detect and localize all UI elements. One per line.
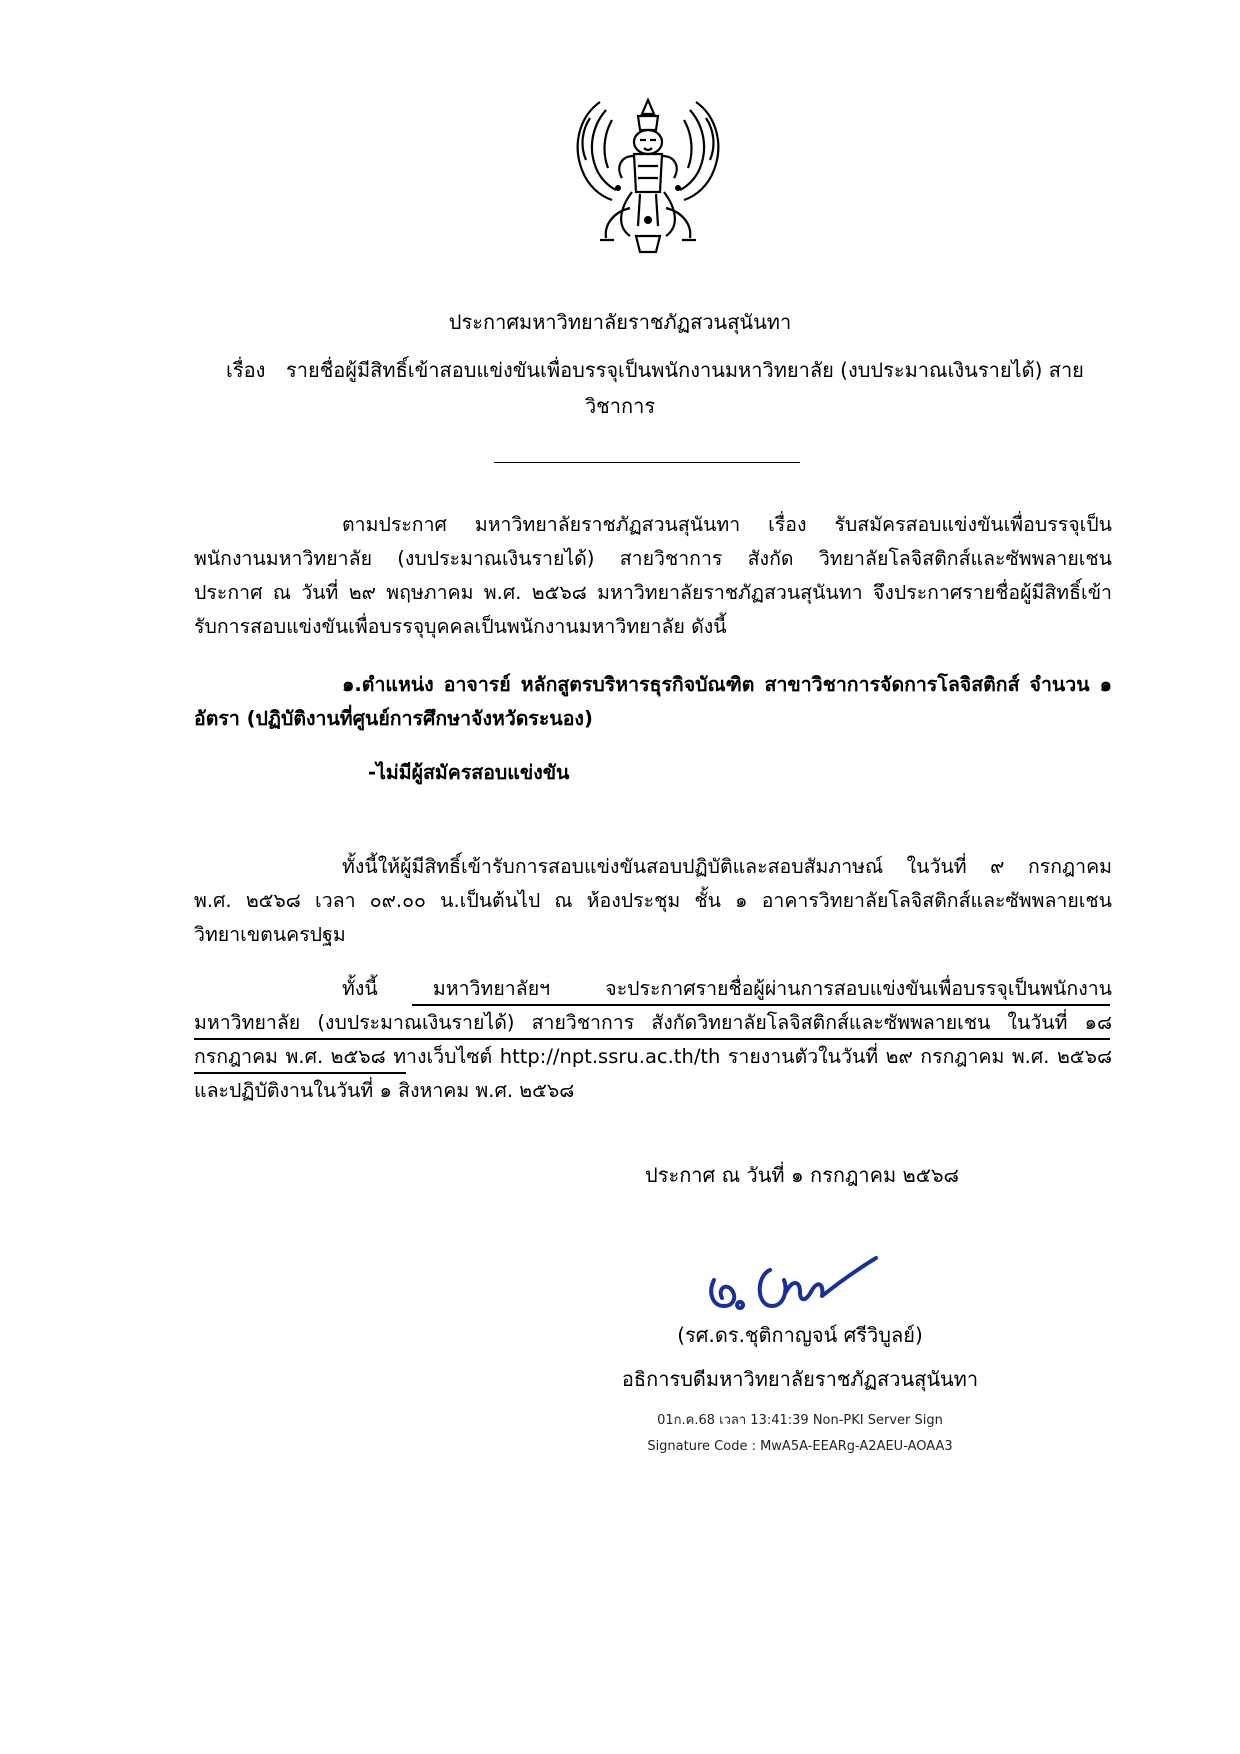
position-heading — [194, 668, 1112, 736]
subject-continuation: วิชาการ — [584, 394, 656, 418]
subject-label: เรื่อง — [226, 358, 266, 382]
result-paragraph — [194, 972, 1112, 1108]
handwritten-signature-icon — [700, 1240, 910, 1330]
position-line: ๑.ตำแหน่ง อาจารย์ หลักสูตรบริหารธุรกิจบัณฑิต สาขาวิชาการจัดการโลจิสติกส์ จำนวน ๑ — [342, 673, 1112, 696]
announce-date: ประกาศ ณ วันที่ ๑ กรกฎาคม ๒๕๖๘ — [645, 1163, 959, 1187]
signature-timestamp: 01ก.ค.68 เวลา 13:41:39 Non-PKI Server Sign — [657, 1413, 943, 1428]
result-line: ทั้งนี้ มหาวิทยาลัยฯ จะประกาศรายชื่อผู้ผ่านการสอบแข่งขันเพื่อบรรจุเป็นพนักงาน — [342, 977, 1112, 1000]
no-applicants-note: -ไม่มีผู้สมัครสอบแข่งขัน — [368, 761, 570, 784]
exam-line: ทั้งนี้ให้ผู้มีสิทธิ์เข้ารับการสอบแข่งขันสอบปฏิบัติและสอบสัมภาษณ์ ในวันที่ ๙ กรกฎาคม — [342, 855, 1112, 878]
signer-title: อธิการบดีมหาวิทยาลัยราชภัฏสวนสุนันทา — [621, 1367, 979, 1391]
signature-code: Signature Code : MwA5A-EEARg-A2AEU-AOAA3 — [647, 1439, 953, 1454]
signer-name: (รศ.ดร.ชุติกาญจน์ ศรีวิบูลย์) — [677, 1323, 923, 1347]
underline-mark — [194, 1038, 1110, 1040]
exam-line: พ.ศ. ๒๕๖๘ เวลา ๐๙.๐๐ น.เป็นต้นไป ณ ห้องประชุม ชั้น ๑ อาคารวิทยาลัยโลจิสติกส์และซัพพลายเชน — [194, 889, 1112, 912]
exam-line: วิทยาเขตนครปฐม — [194, 923, 346, 946]
intro-line: พนักงานมหาวิทยาลัย (งบประมาณเงินรายได้) สายวิชาการ สังกัด วิทยาลัยโลจิสติกส์และซัพพลายเชน — [194, 547, 1112, 570]
result-line: และปฏิบัติงานในวันที่ ๑ สิงหาคม พ.ศ. ๒๕๖๘ — [194, 1079, 575, 1102]
exam-paragraph — [194, 850, 1112, 952]
intro-line: ประกาศ ณ วันที่ ๒๙ พฤษภาคม พ.ศ. ๒๕๖๘ มหาวิทยาลัยราชภัฏสวนสุนันทา จึงประกาศรายชื่อผู้มีสิทธิ์เข้า — [194, 581, 1112, 604]
header-divider — [494, 462, 800, 463]
page-title: ประกาศมหาวิทยาลัยราชภัฏสวนสุนันทา — [448, 310, 792, 334]
subject-line — [226, 354, 1084, 386]
underline-mark — [194, 1072, 406, 1074]
underline-mark — [412, 1004, 1110, 1006]
result-line: มหาวิทยาลัย (งบประมาณเงินรายได้) สายวิชาการ สังกัดวิทยาลัยโลจิสติกส์และซัพพลายเชน ในวันที่ ๑๘ — [194, 1011, 1113, 1034]
garuda-emblem-icon — [560, 96, 736, 256]
intro-paragraph — [194, 508, 1112, 644]
subject-text: รายชื่อผู้มีสิทธิ์เข้าสอบแข่งขันเพื่อบรรจุเป็นพนักงานมหาวิทยาลัย (งบประมาณเงินรายได้) สาย — [286, 358, 1084, 382]
position-line: อัตรา (ปฏิบัติงานที่ศูนย์การศึกษาจังหวัดระนอง) — [194, 707, 593, 730]
result-line: กรกฎาคม พ.ศ. ๒๕๖๘ ทางเว็บไซต์ http://npt.ssru.ac.th/th รายงานตัวในวันที่ ๒๙ กรกฎาคม พ.ศ. ๒๕๖๘ — [194, 1045, 1112, 1068]
intro-line: ตามประกาศ มหาวิทยาลัยราชภัฏสวนสุนันทา เรื่อง รับสมัครสอบแข่งขันเพื่อบรรจุเป็น — [342, 513, 1112, 536]
intro-line: รับการสอบแข่งขันเพื่อบรรจุบุคคลเป็นพนักงานมหาวิทยาลัย ดังนี้ — [194, 615, 727, 638]
